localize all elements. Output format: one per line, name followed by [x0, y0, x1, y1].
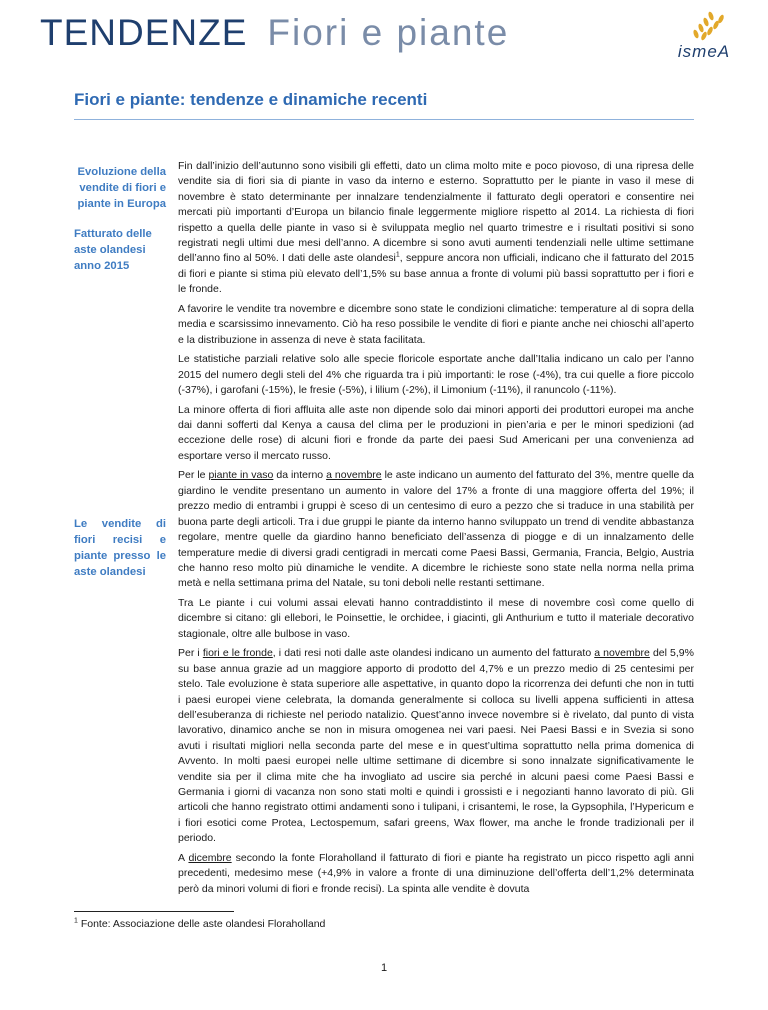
header-title-tendenze: TENDENZE — [40, 12, 248, 53]
paragraph: A favorire le vendite tra novembre e dicembre sono state le condizioni climatiche: temperature al di sopra della media e scarsissimo innevamento. Ciò ha reso possibile le vendite di fiori e piante anche nei chioschi all’aperto e la distribuzione in assenza di neve è stata facilitata. — [178, 302, 694, 346]
sidebar-heading-cut-flowers-plants: Le vendite di fiori recisi e piante presso le aste olandesi — [74, 518, 166, 578]
paragraph: La minore offerta di fiori affluita alle aste non dipende solo dai minori apporti dei produttori europei ma anche dai danni sofferti dal Kenya a causa del clima per le produzioni in pien’aria e per le minori spedizioni (ad eccezione delle rose) di alcuni fiori e fronde da parte dei paesi Sud Americani per una convenienza ad esportare verso il mercato russo. — [178, 403, 694, 462]
paragraph: Le statistiche parziali relative solo alle specie floricole esportate anche dall’Italia indicano un calo per l’anno 2015 del numero degli steli del 4% che riguarda tra i più importanti: le rose (-4%), tra cui quelle a fiore piccolo (-37%), i garofani (-15%), le fresie (-5%), i lilium (-2%), il Limonium (-11%), il ranuncolo (-11%). — [178, 353, 694, 397]
logo-wordmark: ismeA — [677, 42, 731, 61]
paragraph: Per i fiori e le fronde, i dati resi noti dalle aste olandesi indicano un aumento del fatturato a novembre del 5,9% su base annua grazie ad un maggiore apporto di prodotto del 4,7% e un prezzo medio di 25 centesimi per stelo. Tale evoluzione è stata superiore alle aspettative, in quanto dopo la ricorrenza dei defunti che non in tutti i paesi europei viene celebrata, la domanda generalmente si colloca su livelli appena sufficienti in attesa dell’esuberanza di richieste nel periodo natalizio. Quest’anno invece novembre si è rivelato, dal punto di vista lavorativo, dinamico anche se non in misura omogenea nei vari paesi. Nei Paesi Bassi e in Svezia si sono avuti i risultati migliori nella seconda parte del mese e in quest’ultima soprattutto nella prima domenica di Avvento. In molti paesi europei nelle ultime settimane di dicembre si sono innalzate significativamente le vendite sia per il clima mite che ha invogliato ad uscire sia perché in alcuni paesi come Paesi Bassi e Germania i giorni di vacanza non sono stati molti e quindi i grossisti e i negozianti hanno lavorato di più. Gli articoli che hanno registrato ottimi andamenti sono i tulipani, i crisantemi, le rose, la Gypsophila, l’Hypericum e i fiori esotici come Protea, Lectospemum, safari greens, Wax flower, ma anche le fronde tradizionali per il periodo. — [178, 647, 694, 845]
footnote-reference[interactable]: 1 — [395, 251, 400, 259]
footnote-divider — [74, 911, 234, 912]
paragraph: Tra Le piante i cui volumi assai elevati hanno contraddistinto il mese di novembre così come quello di dicembre si citano: gli ellebori, le Poinsettie, le orchidee, i giacinti, gli Anthurium e tutto il materiale decorativo stagionale, oltre alle bulbose in vaso. — [178, 596, 694, 640]
page-title: Fiori e piante: tendenze e dinamiche recenti — [74, 90, 428, 109]
paragraph: Per le piante in vaso da interno a novembre le aste indicano un aumento del fatturato del 3%, mentre quelle da giardino le vendite presentano un aumento in valore del 17% a fronte di una maggiore offerta del 19%; il prezzo medio di entrambi i gruppi è sceso di un centesimo di euro a pezzo che si traduce in una stabilità per buona parte degli articoli. Tra i due gruppi le piante da interno hanno sviluppato un trend di vendite abbastanza regolare, mentre quelle da giardino hanno beneficiato dell’assenza di piogge e di un innalzamento delle temperature medie di diversi gradi centigradi in mercati come Paesi Bassi, Germania, Francia, Belgio, Austria che hanno reso molto più dinamiche le vendite. A dicembre le richieste sono state nella norma nella prima metà e nella settimana prima del Natale, su toni deboli nelle restanti settimane. — [178, 469, 695, 590]
sidebar-heading-europe-sales: Evoluzione della vendite di fiori e piante in Europa — [77, 166, 166, 210]
paragraph: A dicembre secondo la fonte Floraholland il fatturato di fiori e piante ha registrato un picco rispetto agli anni precedenti, medesimo mese (+4,9% in valore a fronte di una diminuzione dell’offerta dell’1,2% determinata però da minori volumi di fiori e fronde recisi). La spinta alle vendite è dovuta — [178, 851, 694, 895]
sidebar-heading-auction-revenue: Fatturato delle aste olandesi anno 2015 — [74, 228, 152, 272]
header-title-subject: Fiori e piante — [267, 12, 510, 53]
page-number: 1 — [380, 962, 388, 974]
footnote: $^1$ Fonte: Associazione delle aste olandesi Floraholland — [74, 917, 326, 930]
paragraph: Fin dall’inizio dell’autunno sono visibili gli effetti, dato un clima molto mite e poco piovoso, di una ripresa delle vendite sia di fiori sia di piante in vaso da interno e esterno. Soprattutto per le piante in vaso il mese di novembre è stato determinante per innalzare tendenzialmente il fatturato degli operatori e consentire nei mercati più importanti d’Europa un bilancio finale leggermente migliore rispetto al 2014. La richiesta di fiori rispetto a quella delle piante in vaso si è sviluppata meglio nel quarto trimestre e i risultati positivi si sono registrati negli ultimi due mesi dell’anno. A dicembre si sono avuti aumenti tendenziali nelle ultime settimane dell’anno fino al 50%. I dati delle aste olandesi$^1$, seppure ancora non ufficiali, indicano che il fatturato del 2015 di fiori e piante si stima più elevato dell’1,5% su base annua a fronte di volumi più bassi soprattutto per i fiori e le fronde. — [178, 160, 694, 296]
